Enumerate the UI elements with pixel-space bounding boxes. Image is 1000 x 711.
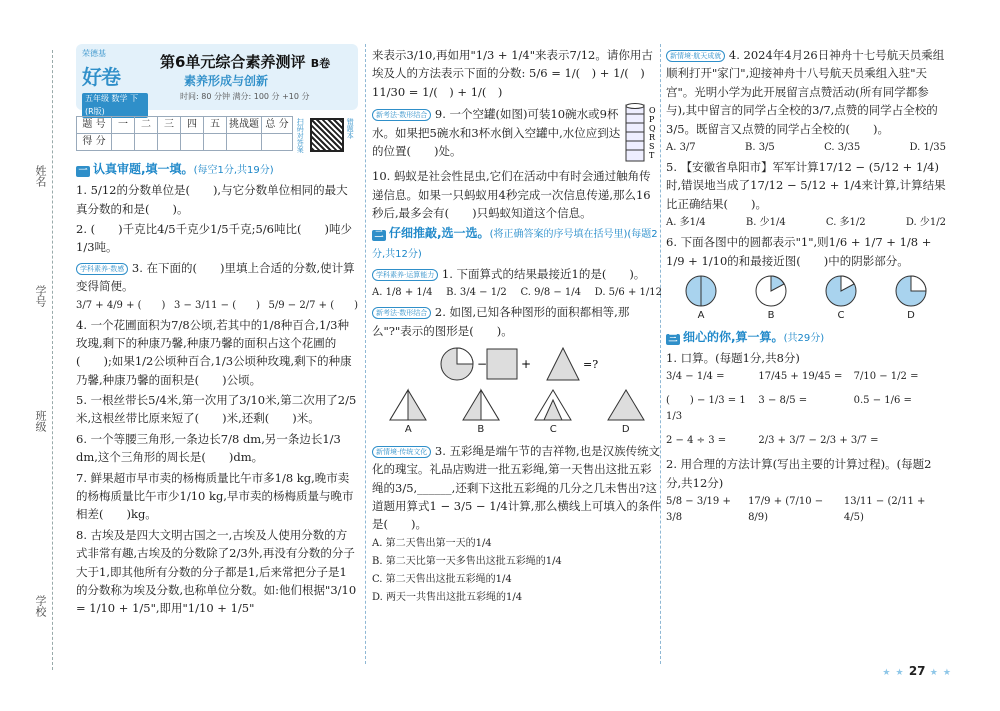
margin-label-name: 姓名 xyxy=(34,165,47,187)
section-heading: 三 细心的你,算一算。(共29分) xyxy=(666,328,946,347)
question-1-3: 学科素养·数感 3. 在下面的( )里填上合适的分数,使计算变得简便。 xyxy=(76,260,355,294)
question-2-1: 学科素养·运算能力 1. 下面算式的结果最接近1的是( )。 xyxy=(372,265,662,283)
score-table: 题 号 一 二 三 四 五 挑战题 总 分 得 分 xyxy=(76,116,293,151)
margin-label-class: 班级 xyxy=(34,410,47,432)
can-level-label: T xyxy=(649,151,655,161)
brand-logo: 荣德基 好卷 五年级 数学 下(R版) xyxy=(82,48,148,104)
column-divider xyxy=(365,44,366,664)
question-1-5: 5. 一根丝带长5/4米,第一次用了3/10米,第二次用了2/5米,这根丝带比原来短了( )米,还剩( )米。 xyxy=(76,393,357,426)
score-cell[interactable] xyxy=(227,134,262,151)
column-2 xyxy=(372,44,662,608)
question-1-6: 6. 一个等腰三角形,一条边长7/8 dm,另一条边长1/3 dm,这个三角形的周长是( )dm。 xyxy=(76,431,341,465)
question-1-2: 2. ( )千克比4/5千克少1/5千克;5/6吨比( )吨少1/3吨。 xyxy=(76,221,352,255)
margin-label-school: 学校 xyxy=(34,595,47,617)
question-2-3: 新情境·传统文化 3. 五彩绳是端午节的吉祥物,也是汉族传统文化的瑰宝。礼品店购进一批五彩绳,第一天售出这批五彩绳的3/5,______,还剩下这批五彩绳的几分之几未售出?这道题用算式1 − 3/5 − 1/4计算,那么横线上可填入的条件是( )。 xyxy=(372,443,661,532)
equals-question: =? xyxy=(583,357,599,371)
section-heading: 一 认真审题,填一填。(每空1分,共19分) xyxy=(76,160,358,179)
can-level-label: S xyxy=(649,142,655,152)
circle-option-c[interactable]: C xyxy=(824,274,858,324)
option-b: B. 第二天比第一天多售出这批五彩绳的1/4 xyxy=(372,555,562,567)
page-title: 第6单元综合素养测评 B卷 xyxy=(160,53,331,71)
option-shape-b[interactable]: B xyxy=(459,388,503,438)
option-d: D. 两天一共售出这批五彩绳的1/4 xyxy=(372,591,523,603)
question-2-6: 6. 下面各图中的圆都表示"1",则1/6 + 1/7 + 1/8 + 1/9 + 1/10的和最接近图( )中的阴影部分。 xyxy=(666,235,932,268)
answer-shapes xyxy=(372,388,662,438)
option-shape-d[interactable]: D xyxy=(604,388,648,438)
option-a: A. 第二天售出第一天的1/4 xyxy=(372,537,492,549)
question-1-7: 7. 鲜果超市早市卖的杨梅质量比午市多1/8 kg,晚市卖的杨梅质量比午市少1/10 kg,早市卖的杨梅质量与晚市相差( )kg。 xyxy=(76,470,354,522)
circle-option-d[interactable]: D xyxy=(894,274,928,324)
options-row: A. 多1/4 B. 少1/4 C. 多1/2 D. 少1/2 xyxy=(666,217,946,229)
score-cell[interactable] xyxy=(158,134,181,151)
score-cell[interactable] xyxy=(112,134,135,151)
qr-code-icon[interactable] xyxy=(310,118,344,152)
question-2-2: 新考法·数形结合 2. 如图,已知各种图形的面积都相等,那么"?"表示的图形是( )。 xyxy=(372,305,630,338)
can-level-label: Q xyxy=(649,124,656,134)
area-equation-icon xyxy=(417,344,617,384)
expression-row: 3/7 + 4/9 + ( ) 3 − 3/11 − ( ) 5/9 − 2/7 + ( ) xyxy=(76,299,358,311)
option-shape-a[interactable]: A xyxy=(386,388,430,438)
can-level-label: R xyxy=(649,133,656,143)
question-1-10: 10. 蚂蚁是社会性昆虫,它们在活动中有时会通过触角传递信息。如果一只蚂蚁用4秒完成一次信息传递,那么16秒后,最多会有( )只蚂蚁知道这个信息。 xyxy=(372,169,651,220)
question-1-9: 新考法·数形结合 9. 一个空罐(如图)可装10碗水或9杯水。如果把5碗水和3杯水倒入空罐中,水位应到达的位置( )处。 xyxy=(372,107,621,158)
binding-line xyxy=(52,50,53,670)
page-number: ★ ★ 27 ★ ★ xyxy=(882,664,952,678)
header-banner xyxy=(76,44,358,116)
qr-block: 扫码对答案 错题本 xyxy=(296,118,355,153)
svg-text:+: + xyxy=(521,356,532,371)
star-decoration-icon: ★ ★ xyxy=(929,668,952,678)
circle-option-b[interactable]: B xyxy=(754,274,788,324)
options-row: A. 3/7 B. 3/5 C. 3/35 D. 1/35 xyxy=(666,141,946,153)
question-1-8: 8. 古埃及是四大文明古国之一,古埃及人使用分数的方式非常有趣,古埃及的分数除了2/3外,再没有分数的分子大于1,即其他所有分数的分子都是1,后来常把分子是1的分数称为埃及分数,也称单位分数。如:他们根据"3/10 = 1/10 + 1/5",即用"1/10 + 1/5" xyxy=(76,527,357,616)
question-2-4: 新情境·航天成就 4. 2024年4月26日神舟十七号航天员乘组顺利打开"家门",迎接神舟十八号航天员乘组入驻"天宫"。光明小学为此开展留言点赞活动(所有同学都参与),其中留言的同学占全校的3/7,点赞的同学占全校的3/5。既留言又点赞的同学占全校的( )。 xyxy=(666,48,945,136)
question-1-8-continued: 来表示3/10,再如用"1/3 + 1/4"来表示7/12。请你用古埃及人的方法表示下面的分数: 5/6 = 1/( ) + 1/( ) 11/30 = 1/( ) + 1/( ) xyxy=(372,48,653,99)
shape-equation-figure xyxy=(372,344,662,384)
oral-calc-row: ( ) − 1/3 = 1 1/3 3 − 8/5 = 0.5 − 1/6 = xyxy=(666,395,912,423)
oral-calc-row: 2 − 4 ÷ 3 = 2/3 + 3/7 − 2/3 + 3/7 = xyxy=(666,435,879,447)
star-decoration-icon: ★ ★ xyxy=(882,668,905,678)
can-level-label: P xyxy=(649,115,655,125)
circle-options xyxy=(666,274,946,324)
circle-option-a[interactable]: A xyxy=(684,274,718,324)
question-3-1: 1. 口算。(每题1分,共8分) xyxy=(666,351,800,366)
score-cell[interactable] xyxy=(181,134,204,151)
margin-label-id: 学号 xyxy=(34,285,47,307)
option-shape-c[interactable]: C xyxy=(531,388,575,438)
question-3-2: 2. 用合理的方法计算(写出主要的计算过程)。(每题2分,共12分) xyxy=(666,457,932,490)
can-level-label: O xyxy=(649,106,656,116)
column-1 xyxy=(76,44,358,620)
score-cell[interactable] xyxy=(262,134,293,151)
exam-meta: 时间: 80 分钟 满分: 100 分 +10 分 xyxy=(180,92,310,101)
page-subtitle: 素养形成与创新 xyxy=(184,74,269,88)
score-cell[interactable] xyxy=(204,134,227,151)
question-2-5: 5. 【安徽省阜阳市】军军计算17/12 − (5/12 + 1/4)时,错误地当成了17/12 − 5/12 + 1/4来计算,计算结果比正确结果( )。 xyxy=(666,159,946,211)
option-c: C. 第二天售出这批五彩绳的1/4 xyxy=(372,573,512,585)
options-row: A. 1/8 + 1/4 B. 3/4 − 1/2 C. 9/8 − 1/4 D. 5/6 + 1/12 xyxy=(372,287,662,299)
question-1-1: 1. 5/12的分数单位是( ),与它分数单位相同的最大真分数的和是( )。 xyxy=(76,183,348,216)
calc-row: 5/8 − 3/19 + 3/8 17/9 + (7/10 − 8/9) 13/11 − (2/11 + 4/5) xyxy=(666,496,926,524)
section-heading: 二 仔细推敲,选一选。(将正确答案的序号填在括号里)(每题2分,共12分) xyxy=(372,226,658,260)
column-3 xyxy=(666,44,946,526)
svg-text:−: − xyxy=(477,356,488,371)
score-cell[interactable] xyxy=(135,134,158,151)
oral-calc-row: 3/4 − 1/4 = 17/45 + 19/45 = 7/10 − 1/2 = xyxy=(666,371,919,383)
question-1-4: 4. 一个花圃面积为7/8公顷,若其中的1/8种百合,1/3种玫瑰,剩下的种康乃馨,种康乃馨的面积占这个花圃的( );如果1/2公顷种百合,1/3公顷种玫瑰,剩下的种康乃馨,种康乃馨的面积是( )公顷。 xyxy=(76,317,352,387)
can-figure-icon xyxy=(622,103,662,165)
